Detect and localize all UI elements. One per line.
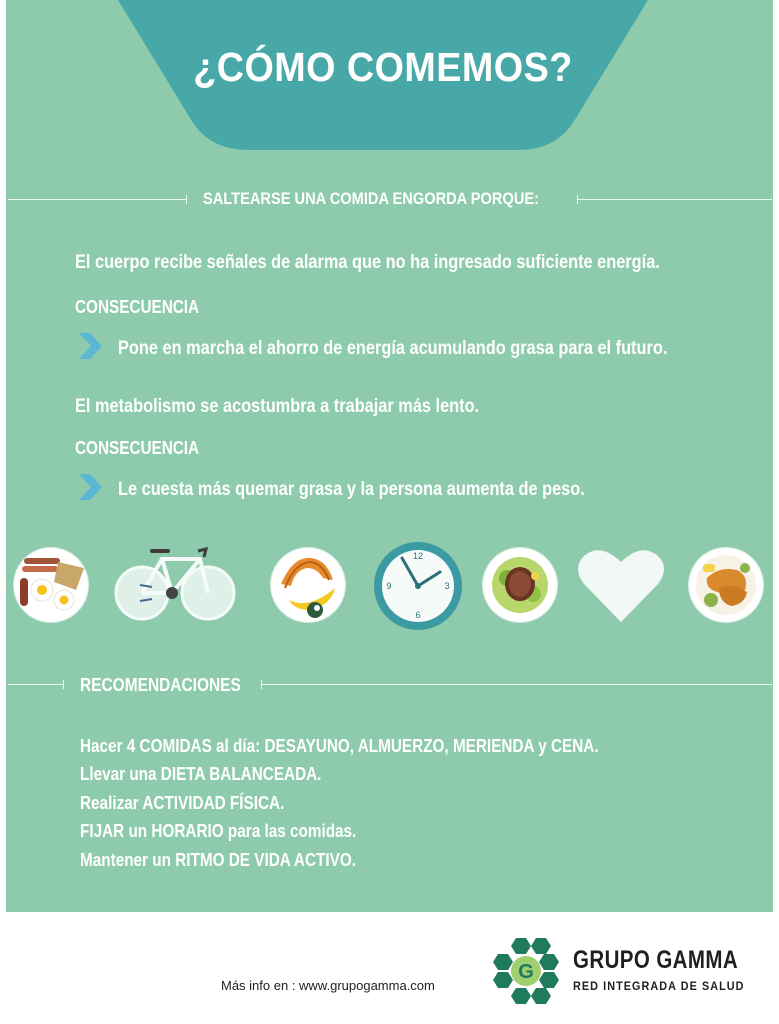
statement-text: El metabolismo se acostumbra a trabajar más lento. <box>75 396 480 417</box>
grupo-gamma-logo <box>492 936 560 1006</box>
section-heading-recommendations: RECOMENDACIONES <box>80 675 241 695</box>
clock-icon <box>372 540 464 632</box>
consequence-text: Le cuesta más quemar grasa y la persona aumenta de peso. <box>118 479 585 500</box>
statement-text: El cuerpo recibe señales de alarma que no ha ingresado suficiente energía. <box>75 252 660 273</box>
recommendation-item: Mantener un RITMO DE VIDA ACTIVO. <box>80 850 356 870</box>
page-title: ¿CÓMO COMEMOS? <box>193 44 573 90</box>
divider-line-right <box>577 199 772 200</box>
recommendation-item: Realizar ACTIVIDAD FÍSICA. <box>80 793 285 813</box>
section-heading-skip-meal: SALTEARSE UNA COMIDA ENGORDA PORQUE: <box>203 189 540 208</box>
recommendation-item: FIJAR un HORARIO para las comidas. <box>80 821 357 841</box>
clock-number: 6 <box>415 610 421 620</box>
clock-number: 3 <box>444 581 450 591</box>
consequence-label: CONSECUENCIA <box>75 438 200 458</box>
bicycle-icon <box>110 545 240 623</box>
divider-tick <box>186 195 187 204</box>
croissant-banana-icon <box>271 548 345 622</box>
clock-number: 9 <box>386 581 392 591</box>
more-info-link-text: Más info en : www.grupogamma.com <box>221 978 435 993</box>
heart-icon <box>576 544 666 626</box>
recommendation-item: Llevar una DIETA BALANCEADA. <box>80 764 322 784</box>
divider-line-left <box>8 684 63 685</box>
divider-tick <box>63 680 64 689</box>
brand-name: GRUPO GAMMA <box>573 946 739 974</box>
divider-line-right <box>261 684 772 685</box>
salad-steak-icon <box>483 548 557 622</box>
recommendation-item: Hacer 4 COMIDAS al día: DESAYUNO, ALMUERZO, MERIENDA y CENA. <box>80 736 599 756</box>
chevron-right-icon <box>76 331 104 361</box>
consequence-text: Pone en marcha el ahorro de energía acumulando grasa para el futuro. <box>118 338 668 359</box>
logo-letter: G <box>518 961 534 983</box>
chicken-plate-icon <box>689 548 763 622</box>
breakfast-plate-icon <box>14 548 88 622</box>
chevron-right-icon <box>76 472 104 502</box>
consequence-label: CONSECUENCIA <box>75 297 200 317</box>
brand-tagline: RED INTEGRADA DE SALUD <box>573 979 745 993</box>
clock-number: 12 <box>412 551 424 561</box>
divider-line-left <box>8 199 186 200</box>
